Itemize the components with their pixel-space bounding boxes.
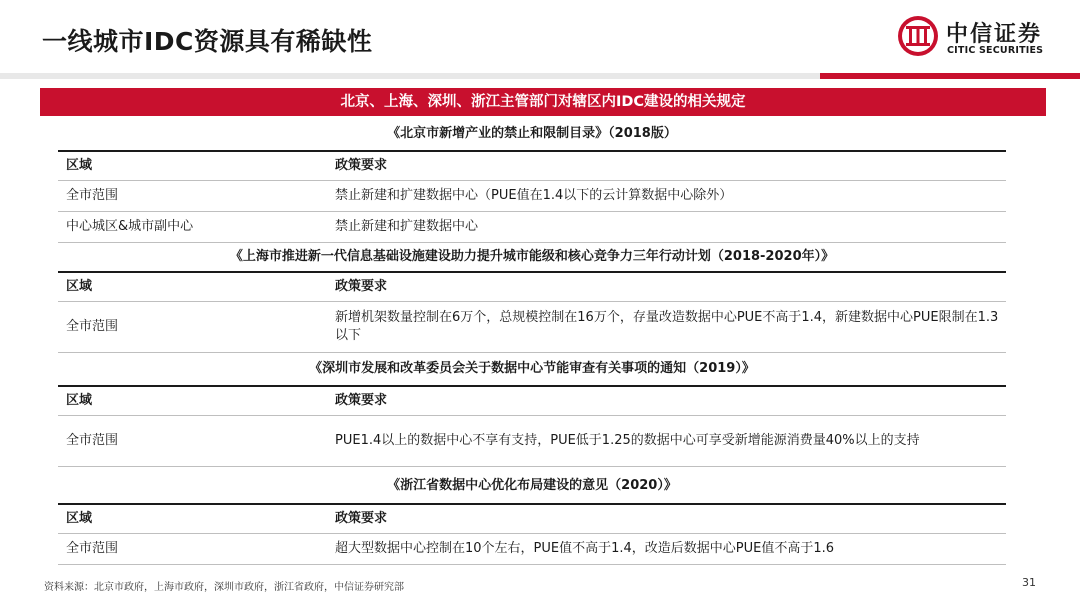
company-logo [896,14,1046,64]
region-cell: 全市范围 [66,433,119,448]
section-title: 《北京市新增产业的禁止和限制目录》（2018版） [387,126,677,141]
section-title: 《深圳市发展和改革委员会关于数据中心节能审查有关事项的通知（2019）》 [309,361,755,376]
region-cell: 全市范围 [66,319,119,334]
policy-cell: 禁止新建和扩建数据中心 [335,219,479,234]
region-cell: 中心城区&城市副中心 [66,219,194,234]
logo-chinese-name: 中信证券 [946,22,1043,47]
column-header-policy: 政策要求 [335,393,388,408]
region-cell: 全市范围 [66,188,119,203]
column-header-region: 区域 [66,279,93,294]
column-header-policy: 政策要求 [335,158,388,173]
column-header-policy: 政策要求 [335,511,388,526]
section-title-beijing [58,118,1006,152]
table-header-row [58,505,1006,534]
section-title-shanghai [58,243,1006,273]
table-row [58,212,1006,243]
column-header-region: 区域 [66,158,93,173]
region-cell: 全市范围 [66,541,119,556]
table-row [58,181,1006,212]
table-row [58,416,1006,467]
table-header-row [58,152,1006,181]
column-header-region: 区域 [66,393,93,408]
logo-english-name: CITIC SECURITIES [947,45,1044,56]
page-number: 31 [1022,576,1036,589]
table-header-row [58,387,1006,416]
table-row [58,534,1006,565]
column-header-policy: 政策要求 [335,279,388,294]
table-header-row [58,273,1006,302]
column-header-region: 区域 [66,511,93,526]
section-title: 《上海市推进新一代信息基础设施建设助力提升城市能级和核心竞争力三年行动计划（2018-2020年）》 [229,249,835,264]
page-title: 一线城市IDC资源具有稀缺性 [42,27,373,56]
policy-cell: PUE1.4以上的数据中心不享有支持，PUE低于1.25的数据中心可享受新增能源消费量40%以上的支持 [335,433,920,448]
header-divider-accent [820,73,1080,79]
section-title-shenzhen [58,353,1006,387]
section-title: 《浙江省数据中心优化布局建设的意见（2020）》 [387,478,677,493]
section-title-zhejiang [58,469,1006,505]
table-banner: 北京、上海、深圳、浙江主管部门对辖区内IDC建设的相关规定 [40,88,1046,116]
table-row [58,302,1006,353]
citic-logo-icon [896,14,940,58]
policy-cell: 新增机架数量控制在6万个，总规模控制在16万个，存量改造数据中心PUE不高于1.4，新建数据中心PUE限制在1.3以下 [335,310,999,343]
policy-cell: 超大型数据中心控制在10个左右，PUE值不高于1.4，改造后数据中心PUE值不高于1.6 [335,541,835,556]
source-note: 资料来源：北京市政府，上海市政府，深圳市政府，浙江省政府，中信证券研究部 [44,582,404,593]
policy-cell: 禁止新建和扩建数据中心（PUE值在1.4以下的云计算数据中心除外） [335,188,733,203]
